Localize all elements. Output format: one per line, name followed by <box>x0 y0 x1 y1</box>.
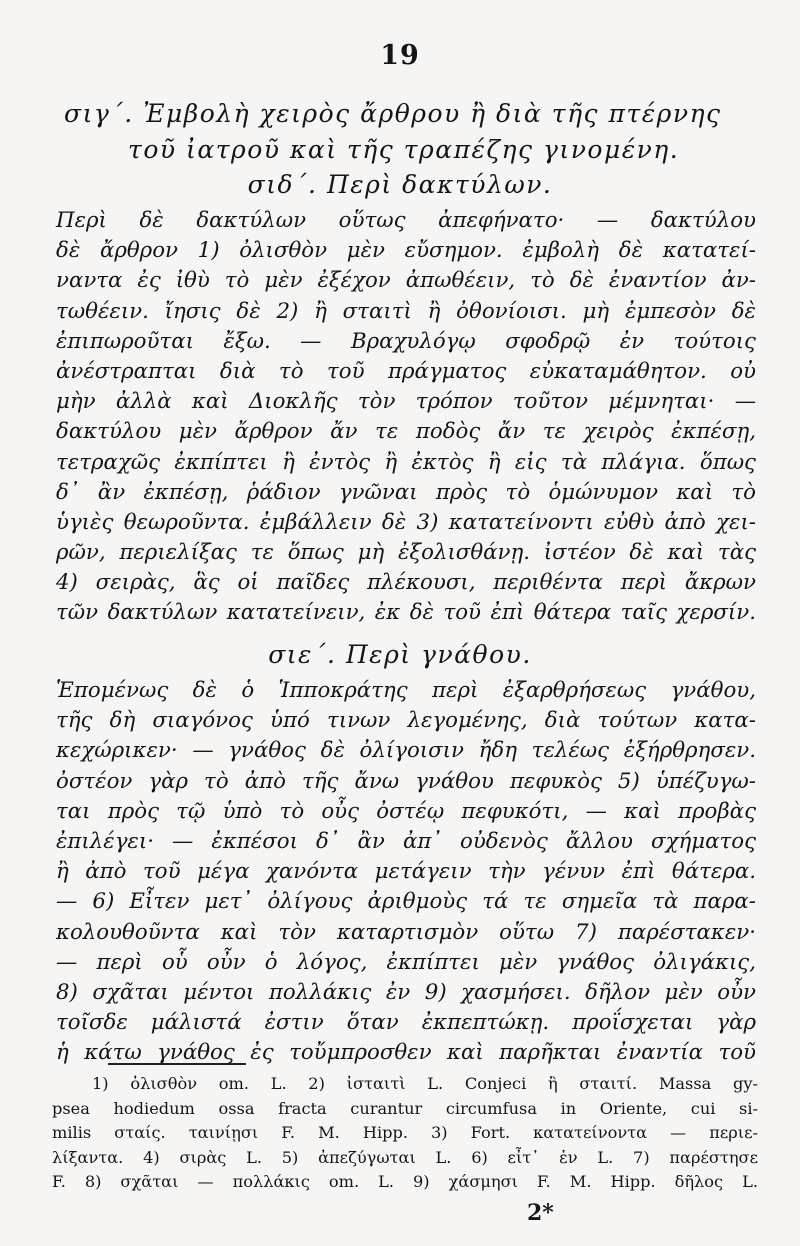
text-line: Περὶ δὲ δακτύλων οὕτως ἀπεφήνατο· — δακτύλου <box>56 208 756 233</box>
text-line: ναντα ἐς ἰθὺ τὸ μὲν ἐξέχον ἀπωθέειν, τὸ δὲ ἐναντίον ἀν- <box>56 268 756 294</box>
footnote-line: F. 8) σχᾶται — πολλάκις om. L. 9) χάσμησι F. M. Hipp. δῆλος L. <box>52 1172 758 1191</box>
text-line: ἐπιπωροῦται ἔξω. — Βραχυλόγῳ σφοδρῷ ἐν τούτοις <box>56 328 756 354</box>
text-line: ἐπιλέγει· — ἐκπέσοι δ᾽ ἂν ἀπ᾽ οὐδενὸς ἄλλου σχήματος <box>56 828 756 854</box>
section-body-jaw <box>56 676 756 1068</box>
text-line: δακτύλου μὲν ἄρθρον ἄν τε ποδὸς ἄν τε χειρὸς ἐκπέσῃ, <box>56 419 756 445</box>
text-line: μὴν ἀλλὰ καὶ Διοκλῆς τὸν τρόπον τοῦτον μέμνηται· — <box>56 389 756 415</box>
text-line: ται πρὸς τῷ ὑπὸ τὸ οὖς ὀστέῳ πεφυκότι, — καὶ προβὰς <box>56 798 756 824</box>
footnote-line: psea hodiedum ossa fracta curantur circumfusa in Oriente, cui si- <box>52 1098 758 1118</box>
text-line: δ᾽ ἂν ἐκπέσῃ, ῥάδιον γνῶναι πρὸς τὸ ὁμώνυμον καὶ τὸ <box>56 479 756 505</box>
text-line: τοῖσδε μάλιστά ἐστιν ὅταν ἐκπεπτώκῃ. προΐσχεται γὰρ <box>56 1010 756 1036</box>
chapter-heading-line: τοῦ ἰατροῦ καὶ τῆς τραπέζης γινομένη. <box>128 135 680 164</box>
text-line: κεχώρικεν· — γνάθος δὲ ὀλίγοισιν ἤδη τελέως ἐξήρθρησεν. <box>56 738 756 764</box>
text-line: Ἑπομένως δὲ ὁ Ἱπποκράτης περὶ ἐξαρθρήσεως γνάθου, <box>56 678 756 703</box>
text-line: ἡ κάτω γνάθος ἐς τοὔμπροσθεν καὶ παρῆκται ἐναντία τοῦ <box>56 1040 756 1066</box>
text-line: ἢ ἀπὸ τοῦ μέγα χανόντα μετάγειν τὴν γένυν ἐπὶ θάτερα. <box>56 859 756 885</box>
chapter-heading-line: σιγ΄. Ἐμβολὴ χειρὸς ἄρθρου ἢ διὰ τῆς πτέρνης <box>64 99 722 128</box>
text-line: τῶν δακτύλων κατατείνειν, ἐκ δὲ τοῦ ἐπὶ θάτερα ταῖς χερσίν. <box>56 600 756 626</box>
text-line: ὀστέον γὰρ τὸ ἀπὸ τῆς ἄνω γνάθου πεφυκὸς 5) ὑπέζυγω- <box>56 768 756 794</box>
chapter-heading <box>64 96 754 168</box>
text-line: 4) σειρὰς, ἃς οἱ παῖδες πλέκουσι, περιθέντα περὶ ἄκρων <box>56 570 756 596</box>
text-line: ὑγιὲς θεωροῦντα. ἐμβάλλειν δὲ 3) κατατείνοντι εὐθὺ ἀπὸ χει- <box>56 509 756 535</box>
text-line: τετραχῶς ἐκπίπτει ἢ ἐντὸς ἢ ἐκτὸς ἢ εἰς τὰ πλάγια. ὅπως <box>56 449 756 475</box>
footnote-line: 1) ὀλισθὸν om. L. 2) ἰσταιτὶ L. Conjeci ἢ σταιτί. Massa gy- <box>92 1074 758 1093</box>
text-line: ρῶν, περιελίξας τε ὅπως μὴ ἐξολισθάνῃ. ἰστέον δὲ καὶ τὰς <box>56 540 756 566</box>
signature-mark: 2* <box>527 1200 554 1226</box>
section-heading-jaw: σιε΄. Περὶ γνάθου. <box>268 640 532 669</box>
section-body-fingers <box>56 206 756 629</box>
footnote-rule <box>108 1063 246 1065</box>
text-line: ἀνέστραπται διὰ τὸ τοῦ πράγματος εὐκαταμάθητον. οὐ <box>56 358 756 384</box>
page-number: 19 <box>380 40 420 71</box>
text-line: κολουθοῦντα καὶ τὸν καταρτισμὸν οὕτω 7) παρέστακεν· <box>56 919 756 945</box>
footnote-line: milis σταίς. ταινίῃσι F. M. Hipp. 3) Fort. κατατείνοντα — περιε- <box>52 1123 758 1142</box>
footnote-line: λίξαντα. 4) σιρὰς L. 5) ἀπεζύγωται L. 6) εἶτ᾽ ἐν L. 7) παρέστησε <box>52 1147 758 1167</box>
text-line: δὲ ἄρθρον 1) ὀλισθὸν μὲν εὔσημον. ἐμβολὴ δὲ κατατεί- <box>56 238 756 264</box>
text-line: — 6) Εἶτεν μετ᾽ ὀλίγους ἀριθμοὺς τά τε σημεῖα τὰ παρα- <box>56 889 756 915</box>
text-line: 8) σχᾶται μέντοι πολλάκις ἐν 9) χασμήσει. δῆλον μὲν οὖν <box>56 979 756 1005</box>
text-line: τῆς δὴ σιαγόνος ὑπό τινων λεγομένης, διὰ τούτων κατα- <box>56 708 756 734</box>
text-line: τωθέειν. ἴησις δὲ 2) ἢ σταιτὶ ἢ ὀθονίοισι. μὴ ἐμπεσὸν δὲ <box>56 298 756 324</box>
section-heading-fingers: σιδ΄. Περὶ δακτύλων. <box>247 170 553 199</box>
text-line: — περὶ οὗ οὖν ὁ λόγος, ἐκπίπτει μὲν γνάθος ὀλιγάκις, <box>56 949 756 975</box>
footnotes <box>52 1072 758 1195</box>
